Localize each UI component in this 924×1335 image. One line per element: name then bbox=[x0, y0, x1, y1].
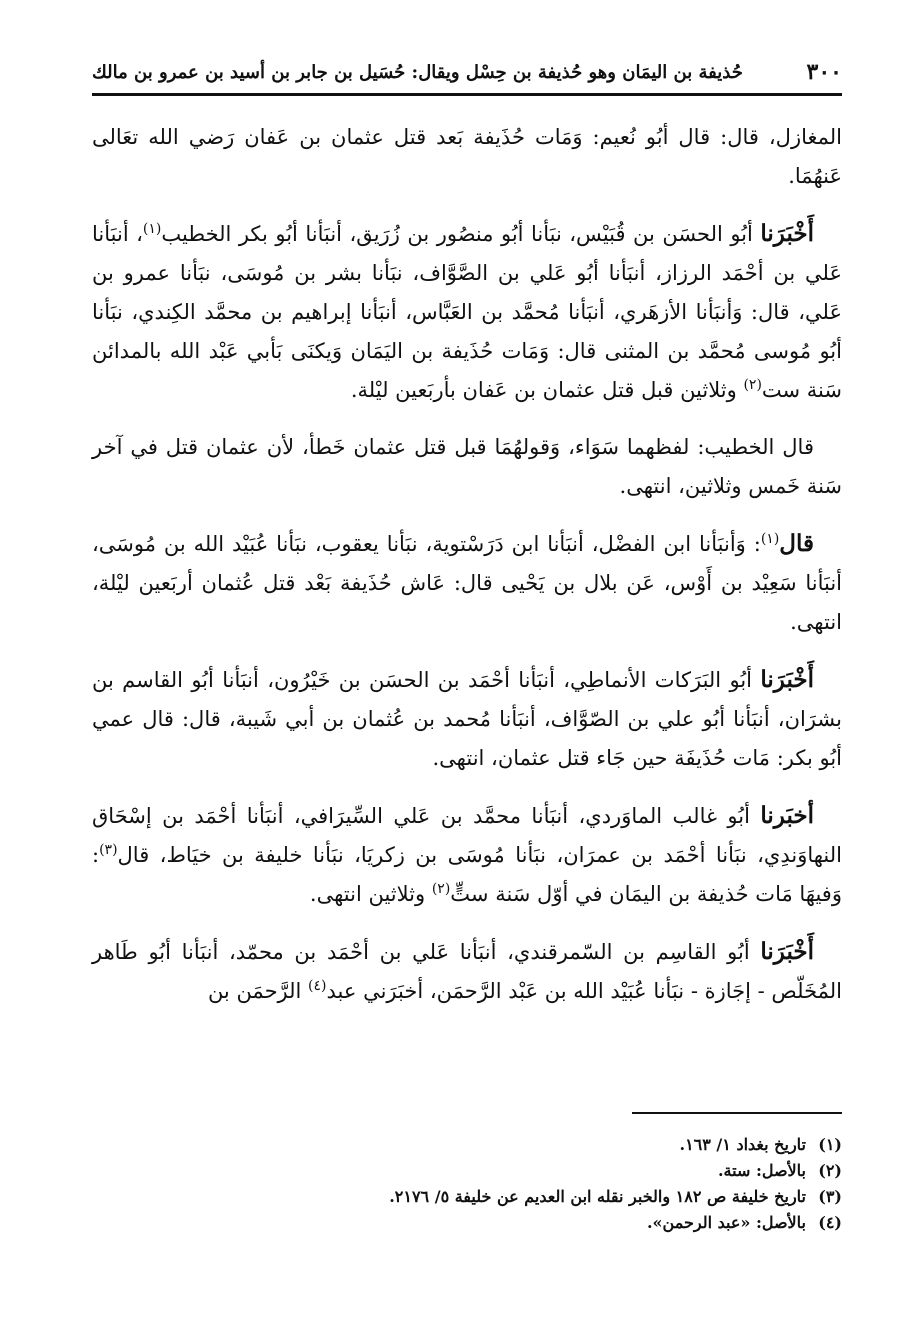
paragraph-text: وثلاثين انتهى. bbox=[309, 882, 432, 906]
header-rule bbox=[92, 93, 842, 96]
paragraph-lead-word: أَخْبَرَنا bbox=[760, 220, 814, 247]
paragraph-7 bbox=[92, 932, 842, 1011]
paragraph-2 bbox=[92, 214, 842, 410]
main-text bbox=[92, 118, 842, 1029]
paragraph-1 bbox=[92, 118, 842, 196]
paragraph-6 bbox=[92, 796, 842, 914]
footnote-text: بالأصل: ستة. bbox=[717, 1161, 806, 1180]
footnote-text: بالأصل: «عبد الرحمن». bbox=[646, 1213, 806, 1232]
page-number: ٣٠٠ bbox=[806, 59, 842, 85]
footnote-ref: (٢) bbox=[743, 377, 762, 393]
paragraph-5 bbox=[92, 660, 842, 778]
footnote-2 bbox=[92, 1158, 842, 1184]
footnote-number: (٣) bbox=[818, 1187, 842, 1206]
paragraph-text: أبُو الحسَن بن قُبَيْس، نبَأنا أبُو منصُور بن زُرَيق، أنبَأنا أبُو بكر الخطيب bbox=[161, 222, 761, 246]
footnote-number: (٢) bbox=[818, 1161, 842, 1180]
footnote-ref: (٤) bbox=[308, 978, 327, 994]
footnote-3 bbox=[92, 1184, 842, 1210]
paragraph-lead-word: أَخْبَرَنا bbox=[760, 938, 814, 965]
paragraph-lead-word: أخبَرنا bbox=[760, 802, 814, 829]
paragraph-lead-word: أَخْبَرَنا bbox=[760, 666, 814, 693]
footnotes bbox=[92, 1132, 842, 1236]
paragraph-lead-word: قال bbox=[779, 530, 814, 557]
footnote-separator bbox=[632, 1112, 842, 1114]
footnote-1 bbox=[92, 1132, 842, 1158]
paragraph-4 bbox=[92, 524, 842, 642]
paragraph-text: الرَّحمَن بن bbox=[207, 979, 309, 1003]
paragraph-text: المغازل، قال: قال أبُو نُعيم: وَمَات حُذَيفة بَعد قتل عثمان بن عَفان رَضي الله تعَالى عَنهُمَا. bbox=[92, 125, 842, 188]
footnote-number: (٤) bbox=[818, 1213, 842, 1232]
page-header bbox=[92, 52, 842, 92]
paragraph-text: قال الخطيب: لفظهما سَوَاء، وَقولهُمَا قبل قتل عثمان خَطأ، لأن عثمان قتل في آخر سَنة خَمس وثلاثين، انتهى. bbox=[92, 435, 842, 498]
paragraph-text: : وَفيهَا مَات حُذيفة بن اليمَان في أوّل سَنة ستٍّ bbox=[92, 843, 842, 906]
paragraph-text: : وَأنبَأنا ابن الفضْل، أنبَأنا ابن دَرَسْتوية، نبَأنا يعقوب، نبَأنا عُبَيْد الله بن مُوسَى، أنبَأنا سَعِيْد بن أَوْس، عَن بلال بن يَحْيى قال: عَاش حُذَيفة بَعْد قتل عُثمان أربَعين ليْلة، انتهى. bbox=[92, 532, 842, 634]
footnote-ref: (٢) bbox=[431, 881, 451, 897]
running-title: حُذيفة بن اليمَان وهو حُذيفة بن حِسْل ويقال: حُسَيل بن جابر بن أسيد بن عمرو بن مالك bbox=[92, 61, 743, 83]
paragraph-3 bbox=[92, 428, 842, 506]
footnote-ref: (١) bbox=[760, 531, 780, 547]
footnote-number: (١) bbox=[818, 1135, 842, 1154]
footnote-4 bbox=[92, 1210, 842, 1236]
footnote-ref: (١) bbox=[142, 221, 162, 237]
paragraph-text: أبُو القاسِم بن السّمرقندي، أنبَأنا عَلي بن أحْمَد بن محمّد، أنبَأنا أبُو طَاهر المُخَلّص - إجَازة - نبَأنا عُبَيْد الله بن عَبْد الرَّحمَن، أخبَرَني عبد bbox=[92, 940, 842, 1003]
footnote-text: تاريخ خليفة ص ١٨٢ والخبر نقله ابن العديم عن خليفة ٥/ ٢١٧٦. bbox=[389, 1187, 806, 1206]
paragraph-text: أبُو البَرَكات الأنماطِي، أنبَأنا أحْمَد بن الحسَن بن خَيْرُون، أنبَأنا أبُو القاسم بن بشرَان، أنبَأنا أبُو علي بن الصّوَّاف، أنبَأنا مُحمد بن عُثمان بن أبي شَيبة، قال: قال عمي أبُو بكر: مَات حُذَيفَة حين جَاء قتل عثمان، انتهى. bbox=[92, 668, 842, 770]
paragraph-text: وثلاثين قبل قتل عثمان بن عَفان بأربَعين ليْلة. bbox=[350, 378, 744, 402]
paragraph-text: أبُو غالب الماوَردي، أنبَأنا محمَّد بن عَلي السِّيرَافي، أنبَأنا أحْمَد بن إسْحَاق النهاوَندِي، نبَأنا أحْمَد بن عمرَان، نبَأنا مُوسَى بن زكريَا، نبَأنا خليفة بن خيَاط، قال bbox=[92, 804, 842, 867]
paragraph-text: ، أنبَأنا عَلي بن أحْمَد الرزاز، أنبَأنا أبُو عَلي بن الصَّوَّاف، نبَأنا بشر بن مُوسَى، نبَأنا عمرو بن عَلي، قال: وَأنبَأنا الأزهَري، أنبَأنا مُحمَّد بن العَبَّاس، أنبَأنا إبراهيم بن محمَّد الكِندي، نبَأنا أبُو مُوسى مُحمَّد بن المثنى قال: وَمَات حُذَيفة بن اليَمَان وَيكنَى بَأبي عَبْد الله بالمدائن سَنة ست bbox=[92, 222, 842, 402]
footnote-text: تاريخ بغداد ١/ ١٦٣. bbox=[679, 1135, 806, 1154]
footnote-ref: (٣) bbox=[99, 842, 118, 858]
